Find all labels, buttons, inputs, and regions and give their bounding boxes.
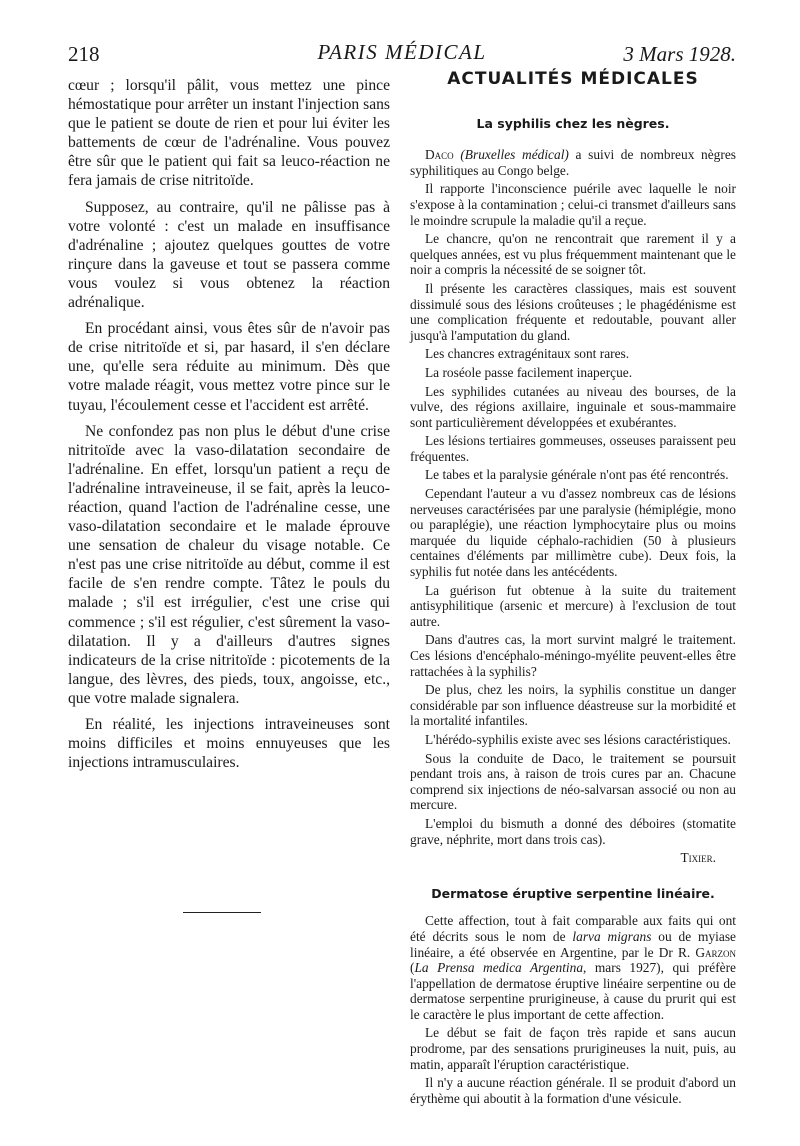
paragraph: Il présente les caractères classiques, mais est souvent dissimulé sous des lésions croûteuses ; le phagédénisme est une complication fréquente et redoutable, pouvant aller jusqu'à l'amputation du gland. <box>410 280 736 343</box>
paragraph: Il n'y a aucune réaction générale. Il se produit d'abord un érythème qui aboutit à la formation d'une vésicule. <box>410 1075 736 1106</box>
paragraph: En procédant ainsi, vous êtes sûr de n'avoir pas de crise nitritoïde et si, par hasard, il s'en déclare une, qu'elle sera réduite au minimum. Dès que votre malade réagit, vous mettez votre pince sur le tuyau, l'écoulement cesse et l'accident est arrêté. <box>68 320 390 414</box>
paragraph: Les syphilides cutanées au niveau des bourses, de la vulve, des régions axillaire, inguinale et sous-mammaire sont particulièrement développées et exubérantes. <box>410 383 736 430</box>
section-divider <box>183 912 261 913</box>
paragraph: De plus, chez les noirs, la syphilis constitue un danger considérable par son influence déastreuse sur la morbidité et la mortalité infantiles. <box>410 682 736 729</box>
paragraph: Le début se fait de façon très rapide et sans aucun prodrome, par des sensations prurigineuses la nuit, puis, au matin, apparaît l'éruption caractéristique. <box>410 1025 736 1072</box>
paragraph: Daco (Bruxelles médical) a suivi de nombreux nègres syphilitiques au Congo belge. <box>410 147 736 178</box>
page-number: 218 <box>68 42 100 66</box>
paragraph: Les chancres extragénitaux sont rares. <box>425 346 630 362</box>
author-name: R. Garzon <box>677 944 736 960</box>
left-column <box>68 76 390 913</box>
paragraph: Supposez, au contraire, qu'il ne pâlisse pas à votre volonté : c'est un malade en insuffisance d'adrénaline ; ajoutez quelques gouttes de votre rinçure dans la gaveuse et tout se passera comme vous voulez si vous obtenez la réaction adrénalique. <box>68 198 390 312</box>
source-citation: La Prensa medica Argentina <box>414 960 584 976</box>
paragraph: L'hérédo-syphilis existe avec ses lésions caractéristiques. <box>425 731 731 747</box>
paragraph: Il rapporte l'inconscience puérile avec laquelle le noir s'expose à la contamination ; celui-ci transmet d'ailleurs sans le moindre scrupule la maladie qu'il a reçue. <box>410 181 736 228</box>
paragraph: L'emploi du bismuth a donné des déboires (stomatite grave, néphrite, mort dans trois cas). <box>410 815 736 847</box>
paragraph: La guérison fut obtenue à la suite du traitement antisyphilitique (arsenic et mercure) à l'exclusion de tout autre. <box>410 582 736 629</box>
paragraph: Dans d'autres cas, la mort survint malgré le traitement. Ces lésions d'encéphalo-méningo-myélite peuvent-elles être rattachées à la syphilis? <box>410 632 736 679</box>
paragraph: Les lésions tertiaires gommeuses, osseuses paraissent peu fréquentes. <box>410 433 736 464</box>
article-title: La syphilis chez les nègres. <box>476 115 670 131</box>
paragraph: En réalité, les injections intraveineuses sont moins difficiles et moins ennuyeuses que les injections intramusculaires. <box>68 716 390 772</box>
paragraph: cœur ; lorsqu'il pâlit, vous mettez une pince hémostatique pour arrêter un instant l'injection sans que le patient se doute de rien et pour lui éviter les battements de cœur de l'adrénaline. Vous pouvez être sûr que le patient qui fait sa leuco-réaction ne fera jamais de crise nitritoïde. <box>68 77 390 190</box>
paragraph: La roséole passe facilement inaperçue. <box>425 364 633 380</box>
journal-title: PARIS MÉDICAL <box>317 40 487 64</box>
issue-date: 3 Mars 1928. <box>623 42 736 66</box>
section-title: ACTUALITÉS MÉDICALES <box>447 69 699 89</box>
author-name: Daco <box>425 147 454 163</box>
page-header <box>68 40 736 70</box>
paragraph: Ne confondez pas non plus le début d'une crise nitritoïde avec la vaso-dilatation secondaire de l'adrénaline. En effet, lorsqu'un patient a reçu de l'adrénaline intraveineuse, il se fait, après la leuco-réaction, quand l'action de l'adrénaline cesse, une vaso-dilatation secondaire et le malade éprouve une sensation de chaleur du visage notable. Ce n'est pas une crise nitritoïde au début, comme il est facile de s'en rendre compte. Tâtez le pouls du malade ; s'il est irrégulier, c'est une crise qui commence ; s'il est régulier, c'est sûrement la vaso-dilatation. Il y a d'ailleurs d'autres signes indicateurs de la crise nitritoïde : picotements de la langue, des lèvres, des pieds, toux, angoisse, etc., que votre malade signalera. <box>68 422 390 707</box>
right-column <box>410 69 736 1109</box>
source-citation: (Bruxelles médical) <box>460 147 569 163</box>
paragraph: Le chancre, qu'on ne rencontrait que rarement il y a quelques années, est vu plus fréquemment maintenant que le noir a compris la nécessité de se soigner tôt. <box>410 231 736 278</box>
paragraph: Le tabes et la paralysie générale n'ont pas été rencontrés. <box>425 467 729 483</box>
article-title: Dermatose éruptive serpentine linéaire. <box>431 885 715 901</box>
paragraph: Sous la conduite de Daco, le traitement se poursuit pendant trois ans, à raison de trois cures par an. Chacune comprend six injections de néo-salvarsan associé ou non au mercure. <box>410 750 736 813</box>
paragraph: Cependant l'auteur a vu d'assez nombreux cas de lésions nerveuses caractérisées par une paralysie (hémiplégie, mono ou paraplégie), une réaction lymphocytaire plus ou moins marquée du liquide céphalo-rachidien (50 à plusieurs centaines d'éléments par millimètre cube). Deux fois, la syphilis fut notée dans les antécédents. <box>410 486 736 580</box>
author-signature: Tixier. <box>680 850 716 866</box>
paragraph: Cette affection, tout à fait comparable aux faits qui ont été décrits sous le nom de larva migrans ou de myiase linéaire, a été observée en Argentine, par le Dr R. Garzon (La Prensa medica Argentina, mars 1927), qui préfère l'appellation de dermatose éruptive linéaire serpentine ou de dermatose serpentine prurigineuse, à cause du prurit qui est le caractère le plus important de cette affection. <box>410 913 736 1022</box>
